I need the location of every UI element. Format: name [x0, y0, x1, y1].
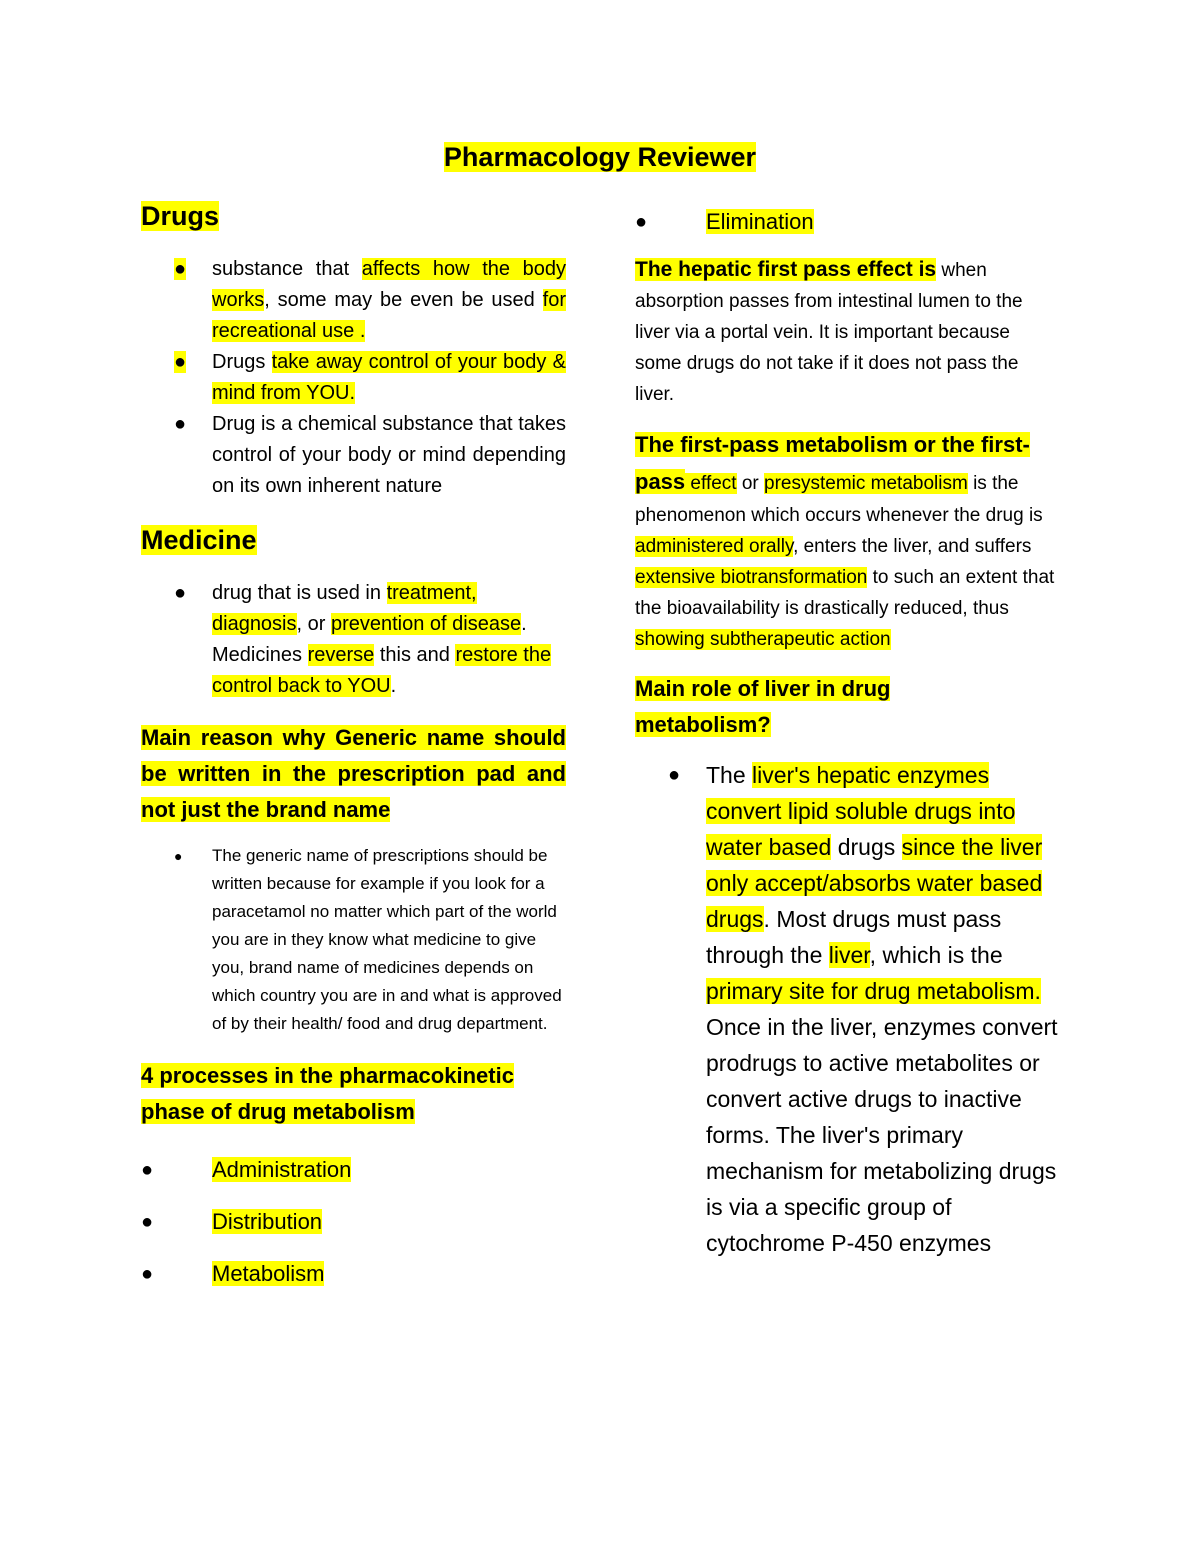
liver-heading: Main role of liver in drug metabolism? [635, 676, 891, 737]
list-item: ● The generic name of prescriptions should be written because for example if you look for a paracetamol no matter which part of the world you are in they know what medicine to give you, brand name of medicines depends on which country you are in and what is approved of by their health/ food and drug department. [141, 842, 566, 1038]
processes-heading: 4 processes in the pharmacokinetic phase of drug metabolism [141, 1063, 514, 1124]
left-column [141, 196, 566, 1300]
list-item: ● substance that affects how the body works, some may be even be used for recreational use . [141, 254, 566, 347]
bullet-icon: ● [174, 258, 187, 280]
list-item: ● Administration [141, 1144, 566, 1196]
drugs-list [141, 254, 566, 502]
list-item: ● The liver's hepatic enzymes convert lipid soluble drugs into water based drugs since the liver only accept/absorbs water based drugs. Most drugs must pass through the liver, which is the primary site for drug metabolism. Once in the liver, enzymes convert prodrugs to active metabolites or convert active drugs to inactive forms. The liver's primary mechanism for metabolizing drugs is via a specific group of cytochrome P-450 enzymes [635, 757, 1060, 1261]
firstpass-paragraph: The first-pass metabolism or the first-pass effect or presystemic metabolism is the phenomenon which occurs whenever the drug is administered orally, enters the liver, and suffers extensive biotransformation to such an extent that the bioavailability is drastically reduced, thus showing subtherapeutic action [635, 432, 1055, 650]
processes-list-continued [635, 196, 1060, 248]
list-item: ● drug that is used in treatment, diagnosis, or prevention of disease. Medicines reverse this and restore the control back to YOU. [141, 578, 566, 702]
list-item: ● Distribution [141, 1196, 566, 1248]
generic-heading: Main reason why Generic name should be written in the prescription pad and not just the brand name [141, 725, 566, 822]
list-item: ● Drug is a chemical substance that takes control of your body or mind depending on its own inherent nature [141, 409, 566, 502]
medicine-heading: Medicine [141, 525, 257, 555]
generic-list [141, 842, 566, 1038]
bullet-icon: ● [174, 848, 183, 864]
bullet-icon: ● [141, 1211, 154, 1233]
processes-list [141, 1144, 566, 1300]
bullet-icon: ● [174, 582, 187, 604]
bullet-icon: ● [141, 1263, 154, 1285]
right-column [635, 196, 1060, 1261]
bullet-icon: ● [635, 211, 648, 233]
hepatic-paragraph: The hepatic first pass effect is when absorption passes from intestinal lumen to the liver via a portal vein. It is important because some drugs do not take if it does not pass the liver. [635, 258, 1023, 405]
page-title: Pharmacology Reviewer [443, 142, 757, 172]
list-item: ● Drugs take away control of your body & mind from YOU. [141, 347, 566, 409]
bullet-icon: ● [141, 1159, 154, 1181]
liver-list [635, 757, 1060, 1261]
list-item: ● Elimination [635, 196, 1060, 248]
bullet-icon: ● [174, 351, 187, 373]
medicine-list [141, 578, 566, 702]
list-item: ● Metabolism [141, 1248, 566, 1300]
drugs-heading: Drugs [141, 201, 220, 231]
bullet-icon: ● [668, 764, 681, 786]
bullet-icon: ● [174, 413, 187, 435]
